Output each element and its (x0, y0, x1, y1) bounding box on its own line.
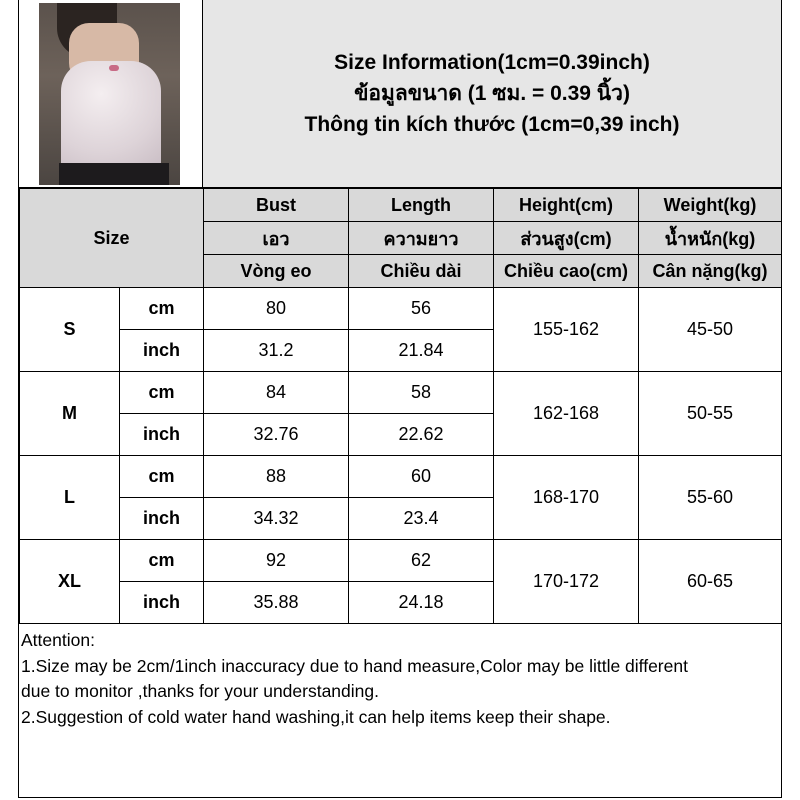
height-range: 170-172 (494, 540, 639, 624)
height-header-th: ส่วนสูง(cm) (494, 222, 639, 255)
height-header-vi: Chiều cao(cm) (494, 255, 639, 288)
unit-inch-label: inch (120, 330, 204, 372)
attention-note: due to monitor ,thanks for your understanding. (21, 681, 379, 701)
height-range: 168-170 (494, 456, 639, 540)
size-chart-sheet (18, 0, 782, 798)
attention-note: 1.Size may be 2cm/1inch inaccuracy due to hand measure,Color may be little different (21, 655, 688, 676)
length-inch-value: 21.84 (349, 330, 494, 372)
product-photo-cell (19, 0, 203, 187)
size-label: XL (20, 540, 120, 624)
size-table (19, 188, 782, 624)
bust-cm-value: 84 (204, 372, 349, 414)
table-header-row (20, 189, 782, 222)
table-row (20, 540, 782, 582)
bust-cm-value: 80 (204, 288, 349, 330)
length-inch-value: 23.4 (349, 498, 494, 540)
unit-inch-label: inch (120, 582, 204, 624)
length-inch-value: 22.62 (349, 414, 494, 456)
length-cm-value: 60 (349, 456, 494, 498)
size-label: S (20, 288, 120, 372)
table-row (20, 288, 782, 330)
length-header-th: ความยาว (349, 222, 494, 255)
length-cm-value: 58 (349, 372, 494, 414)
weight-range: 55-60 (639, 456, 782, 540)
bust-header-th: เอว (204, 222, 349, 255)
unit-cm-label: cm (120, 288, 204, 330)
height-range: 155-162 (494, 288, 639, 372)
bust-inch-value: 34.32 (204, 498, 349, 540)
bust-cm-value: 88 (204, 456, 349, 498)
height-range: 162-168 (494, 372, 639, 456)
size-label: M (20, 372, 120, 456)
length-cm-value: 62 (349, 540, 494, 582)
attention-heading: Attention: (21, 630, 95, 650)
product-photo (39, 3, 180, 185)
unit-inch-label: inch (120, 498, 204, 540)
bust-cm-value: 92 (204, 540, 349, 582)
table-row (20, 456, 782, 498)
bust-header-en: Bust (204, 189, 349, 222)
length-inch-value: 24.18 (349, 582, 494, 624)
unit-inch-label: inch (120, 414, 204, 456)
weight-range: 60-65 (639, 540, 782, 624)
unit-cm-label: cm (120, 456, 204, 498)
length-header-vi: Chiều dài (349, 255, 494, 288)
length-cm-value: 56 (349, 288, 494, 330)
weight-header-en: Weight(kg) (639, 189, 782, 222)
attention-note: 2.Suggestion of cold water hand washing,it can help items keep their shape. (21, 706, 611, 727)
size-column-heading: Size (20, 189, 204, 288)
height-header-en: Height(cm) (494, 189, 639, 222)
size-info-thai: ข้อมูลขนาด (1 ซม. = 0.39 นิ้ว) (354, 82, 630, 105)
weight-range: 45-50 (639, 288, 782, 372)
size-info-heading (203, 0, 781, 187)
weight-header-vi: Cân nặng(kg) (639, 255, 782, 288)
weight-range: 50-55 (639, 372, 782, 456)
bust-inch-value: 32.76 (204, 414, 349, 456)
bust-inch-value: 35.88 (204, 582, 349, 624)
bust-inch-value: 31.2 (204, 330, 349, 372)
weight-header-th: น้ำหนัก(kg) (639, 222, 782, 255)
unit-cm-label: cm (120, 372, 204, 414)
unit-cm-label: cm (120, 540, 204, 582)
chart-header (19, 0, 781, 188)
attention-notes (19, 628, 781, 730)
bust-header-vi: Vòng eo (204, 255, 349, 288)
size-info-english: Size Information(1cm=0.39inch) (334, 51, 650, 74)
table-row (20, 372, 782, 414)
size-info-vietnamese: Thông tin kích thước (1cm=0,39 inch) (304, 113, 680, 136)
length-header-en: Length (349, 189, 494, 222)
size-label: L (20, 456, 120, 540)
